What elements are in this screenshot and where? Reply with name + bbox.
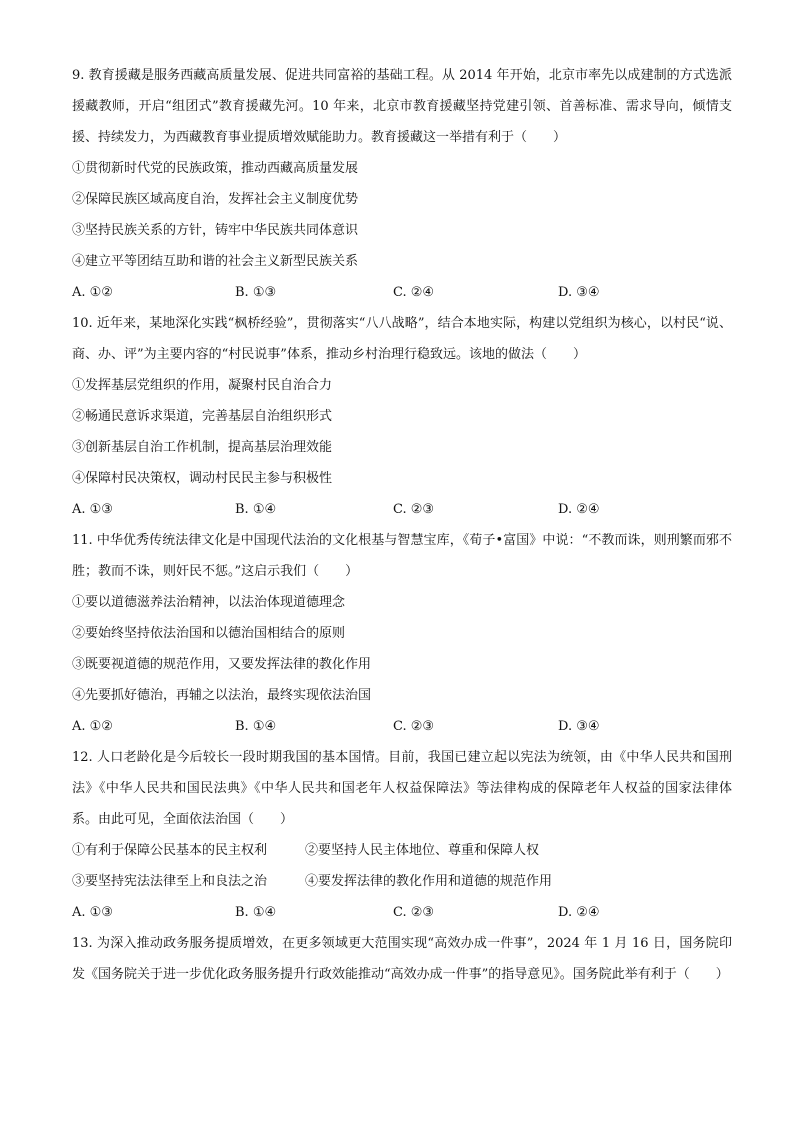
- option-statement: ①有利于保障公民基本的民主权利: [72, 843, 268, 858]
- option-statement: ②要始终坚持依法治国和以德治国相结合的原则: [72, 626, 346, 641]
- question-10: [72, 308, 732, 525]
- option-statement: ③既要视道德的规范作用，又要发挥法律的教化作用: [72, 657, 372, 672]
- choice-a: A. ①③: [72, 905, 113, 920]
- choice-d: D. ②④: [558, 502, 600, 517]
- choice-b: B. ①④: [235, 502, 277, 517]
- option-statement: ④先要抓好德治，再辅之以法治，最终实现依法治国: [72, 688, 372, 703]
- question-9: [72, 60, 732, 308]
- option-row: [72, 835, 732, 866]
- choice-d: D. ②④: [558, 905, 600, 920]
- choice-a: A. ①②: [72, 719, 113, 734]
- question-stem: 9. 教育援藏是服务西藏高质量发展、促进共同富裕的基础工程。从 2014 年开始，北京市率先以成建制的方式选派援藏教师，开启“组团式”教育援藏先河。10 年来，北京市教育援藏坚持党建引领、首善标准、需求导向，倾情支援、持续发力，为西藏教育事业提质增效赋能助力。教育援藏这一举措有利于（ ）: [72, 68, 732, 145]
- choice-c: C. ②③: [393, 905, 435, 920]
- option-statement: ④要发挥法律的教化作用和道德的规范作用: [305, 874, 553, 889]
- option-statement: ②畅通民意诉求渠道，完善基层自治组织形式: [72, 409, 333, 424]
- choice-c: C. ②④: [393, 285, 435, 300]
- option-statement: ③创新基层自治工作机制，提高基层治理效能: [72, 440, 333, 455]
- choice-b: B. ①③: [235, 285, 277, 300]
- choice-b: B. ①④: [235, 905, 277, 920]
- question-13: [72, 928, 732, 990]
- choice-d: D. ③④: [558, 719, 600, 734]
- choice-d: D. ③④: [558, 285, 600, 300]
- option-statement: ③要坚持宪法法律至上和良法之治: [72, 874, 268, 889]
- question-stem: 13. 为深入推动政务服务提质增效，在更多领域更大范围实现“高效办成一件事”，2024 年 1 月 16 日，国务院印发《国务院关于进一步优化政务服务提升行政效能推动“高效办成一件事”的指导意见》。国务院此举有利于（ ）: [72, 936, 732, 982]
- answer-choices: [72, 277, 732, 308]
- option-statement: ①贯彻新时代党的民族政策，推动西藏高质量发展: [72, 161, 359, 176]
- choice-b: B. ①④: [235, 719, 277, 734]
- question-11: [72, 525, 732, 742]
- option-row: [72, 866, 732, 897]
- choice-c: C. ②③: [393, 719, 435, 734]
- option-statement: ②要坚持人民主体地位、尊重和保障人权: [305, 843, 540, 858]
- exam-page: [72, 60, 732, 990]
- choice-a: A. ①③: [72, 502, 113, 517]
- answer-choices: [72, 494, 732, 525]
- option-statement: ②保障民族区域高度自治，发挥社会主义制度优势: [72, 192, 359, 207]
- question-stem: 11. 中华优秀传统法律文化是中国现代法治的文化根基与智慧宝库，《荀子•富国》中说：“不教而诛，则刑繁而邪不胜；教而不诛，则奸民不惩。”这启示我们（ ）: [72, 533, 732, 579]
- answer-choices: [72, 897, 732, 928]
- option-statement: ④建立平等团结互助和谐的社会主义新型民族关系: [72, 254, 359, 269]
- question-12: [72, 742, 732, 928]
- question-stem: 12. 人口老龄化是今后较长一段时期我国的基本国情。目前，我国已建立起以宪法为统领，由《中华人民共和国刑法》《中华人民共和国民法典》《中华人民共和国老年人权益保障法》等法律构成的保障老年人权益的国家法律体系。由此可见，全面依法治国（ ）: [72, 750, 732, 827]
- choice-a: A. ①②: [72, 285, 113, 300]
- option-statement: ①要以道德滋养法治精神，以法治体现道德理念: [72, 595, 346, 610]
- option-statement: ①发挥基层党组织的作用，凝聚村民自治合力: [72, 378, 333, 393]
- answer-choices: [72, 711, 732, 742]
- option-statement: ④保障村民决策权，调动村民民主参与积极性: [72, 471, 333, 486]
- option-statement: ③坚持民族关系的方针，铸牢中华民族共同体意识: [72, 223, 359, 238]
- choice-c: C. ②③: [393, 502, 435, 517]
- question-stem: 10. 近年来，某地深化实践“枫桥经验”，贯彻落实“八八战略”，结合本地实际，构建以党组织为核心，以村民“说、商、办、评”为主要内容的“村民说事”体系，推动乡村治理行稳致远。该地的做法（ ）: [72, 316, 732, 362]
